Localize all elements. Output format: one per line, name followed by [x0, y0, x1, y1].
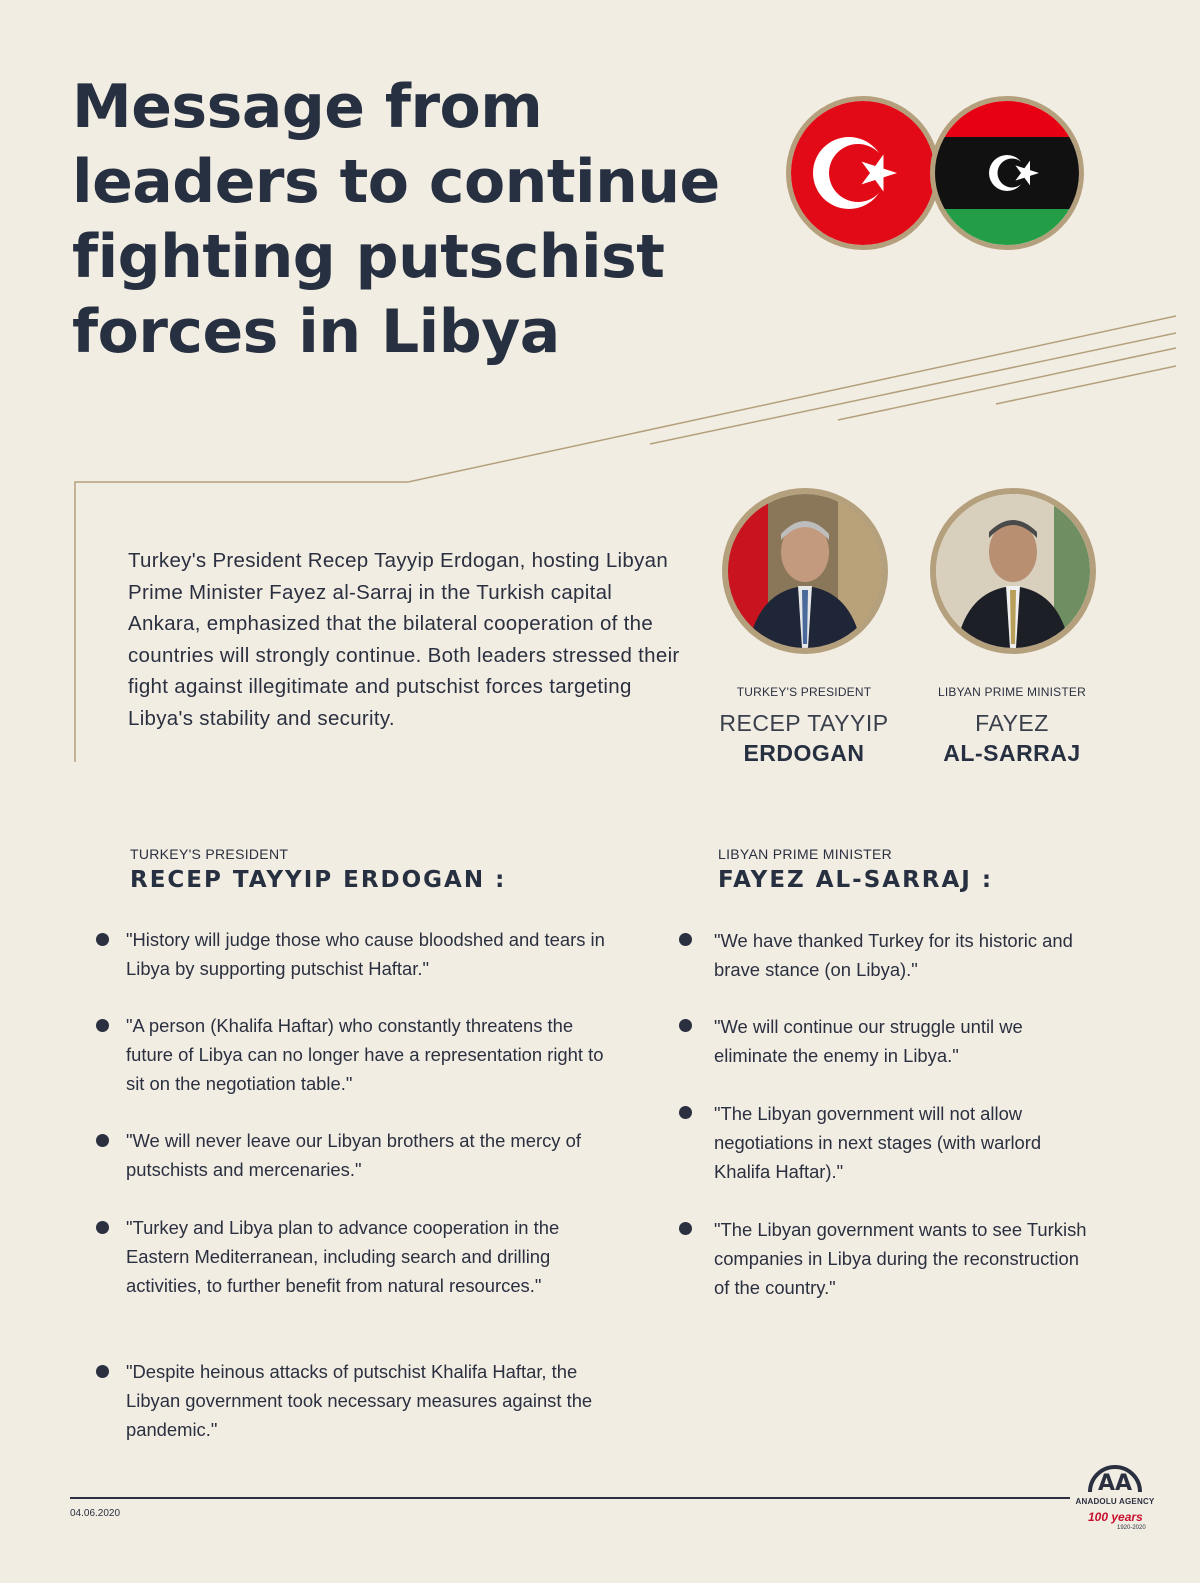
sarraj-caption-last: AL-SARRAJ — [943, 740, 1081, 766]
sarraj-quote: "The Libyan government wants to see Turkish companies in Libya during the reconstruction of the country." — [714, 1219, 1087, 1298]
footer-divider — [70, 1497, 1070, 1499]
bullet-icon — [679, 1222, 692, 1235]
erdogan-section-name: RECEP TAYYIP ERDOGAN : — [130, 867, 507, 893]
sarraj-portrait — [930, 488, 1096, 654]
erdogan-quote: "Turkey and Libya plan to advance cooperation in the Eastern Mediterranean, including search and drilling activities, to further benefit from natural resources." — [126, 1217, 560, 1296]
page-title: Message from leaders to continue fighting putschist forces in Libya — [72, 72, 720, 367]
agency-years-span: 1920-2020 — [1117, 1525, 1146, 1531]
erdogan-quote: "Despite heinous attacks of putschist Khalifa Haftar, the Libyan government took necessary measures against the pandemic." — [126, 1361, 593, 1440]
sarraj-quote: "The Libyan government will not allow negotiations in next stages (with warlord Khalifa Haftar)." — [714, 1103, 1042, 1182]
sarraj-quote: "We have thanked Turkey for its historic and brave stance (on Libya)." — [714, 930, 1073, 980]
erdogan-caption-last: ERDOGAN — [743, 740, 865, 766]
date: 04.06.2020 — [70, 1508, 121, 1519]
bullet-icon — [96, 1365, 109, 1378]
erdogan-caption-role: TURKEY'S PRESIDENT — [736, 685, 872, 699]
bullet-icon — [679, 933, 692, 946]
bullet-icon — [96, 1019, 109, 1032]
sarraj-section-name: FAYEZ AL-SARRAJ : — [718, 867, 994, 893]
erdogan-quote: "History will judge those who cause bloodshed and tears in Libya by supporting putschist Haftar." — [126, 929, 605, 979]
erdogan-section-role: TURKEY'S PRESIDENT — [130, 846, 289, 862]
erdogan-portrait — [722, 488, 888, 654]
sarraj-section-role: LIBYAN PRIME MINISTER — [718, 846, 893, 862]
aa-logo-text: AA — [1097, 1471, 1133, 1496]
erdogan-caption-first: RECEP TAYYIP — [719, 710, 889, 736]
erdogan-quote: "A person (Khalifa Haftar) who constantly threatens the future of Libya can no longer have a representation right to sit on the negotiation table." — [126, 1015, 604, 1094]
bullet-icon — [96, 933, 109, 946]
sarraj-quote: "We will continue our struggle until we eliminate the enemy in Libya." — [714, 1016, 1023, 1066]
anadolu-agency-logo — [1080, 1452, 1150, 1501]
turkey-flag-icon — [786, 96, 940, 250]
bullet-icon — [96, 1134, 109, 1147]
bullet-icon — [96, 1221, 109, 1234]
agency-years: 100 years — [1088, 1510, 1143, 1524]
sarraj-caption-first: FAYEZ — [975, 710, 1049, 736]
bullet-icon — [679, 1106, 692, 1119]
libya-flag-icon — [930, 96, 1084, 250]
intro-paragraph: Turkey's President Recep Tayyip Erdogan, hosting Libyan Prime Minister Fayez al-Sarraj in the Turkish capital Ankara, emphasized that the bilateral cooperation of the countries will strongly continue. Both leaders stressed their fight against illegitimate and putschist forces targeting Libya's stability and security. — [128, 549, 680, 730]
bullet-icon — [679, 1019, 692, 1032]
erdogan-quote: "We will never leave our Libyan brothers at the mercy of putschists and mercenaries." — [126, 1130, 581, 1180]
sarraj-caption-role: LIBYAN PRIME MINISTER — [937, 685, 1086, 699]
agency-name: ANADOLU AGENCY — [1075, 1497, 1155, 1506]
